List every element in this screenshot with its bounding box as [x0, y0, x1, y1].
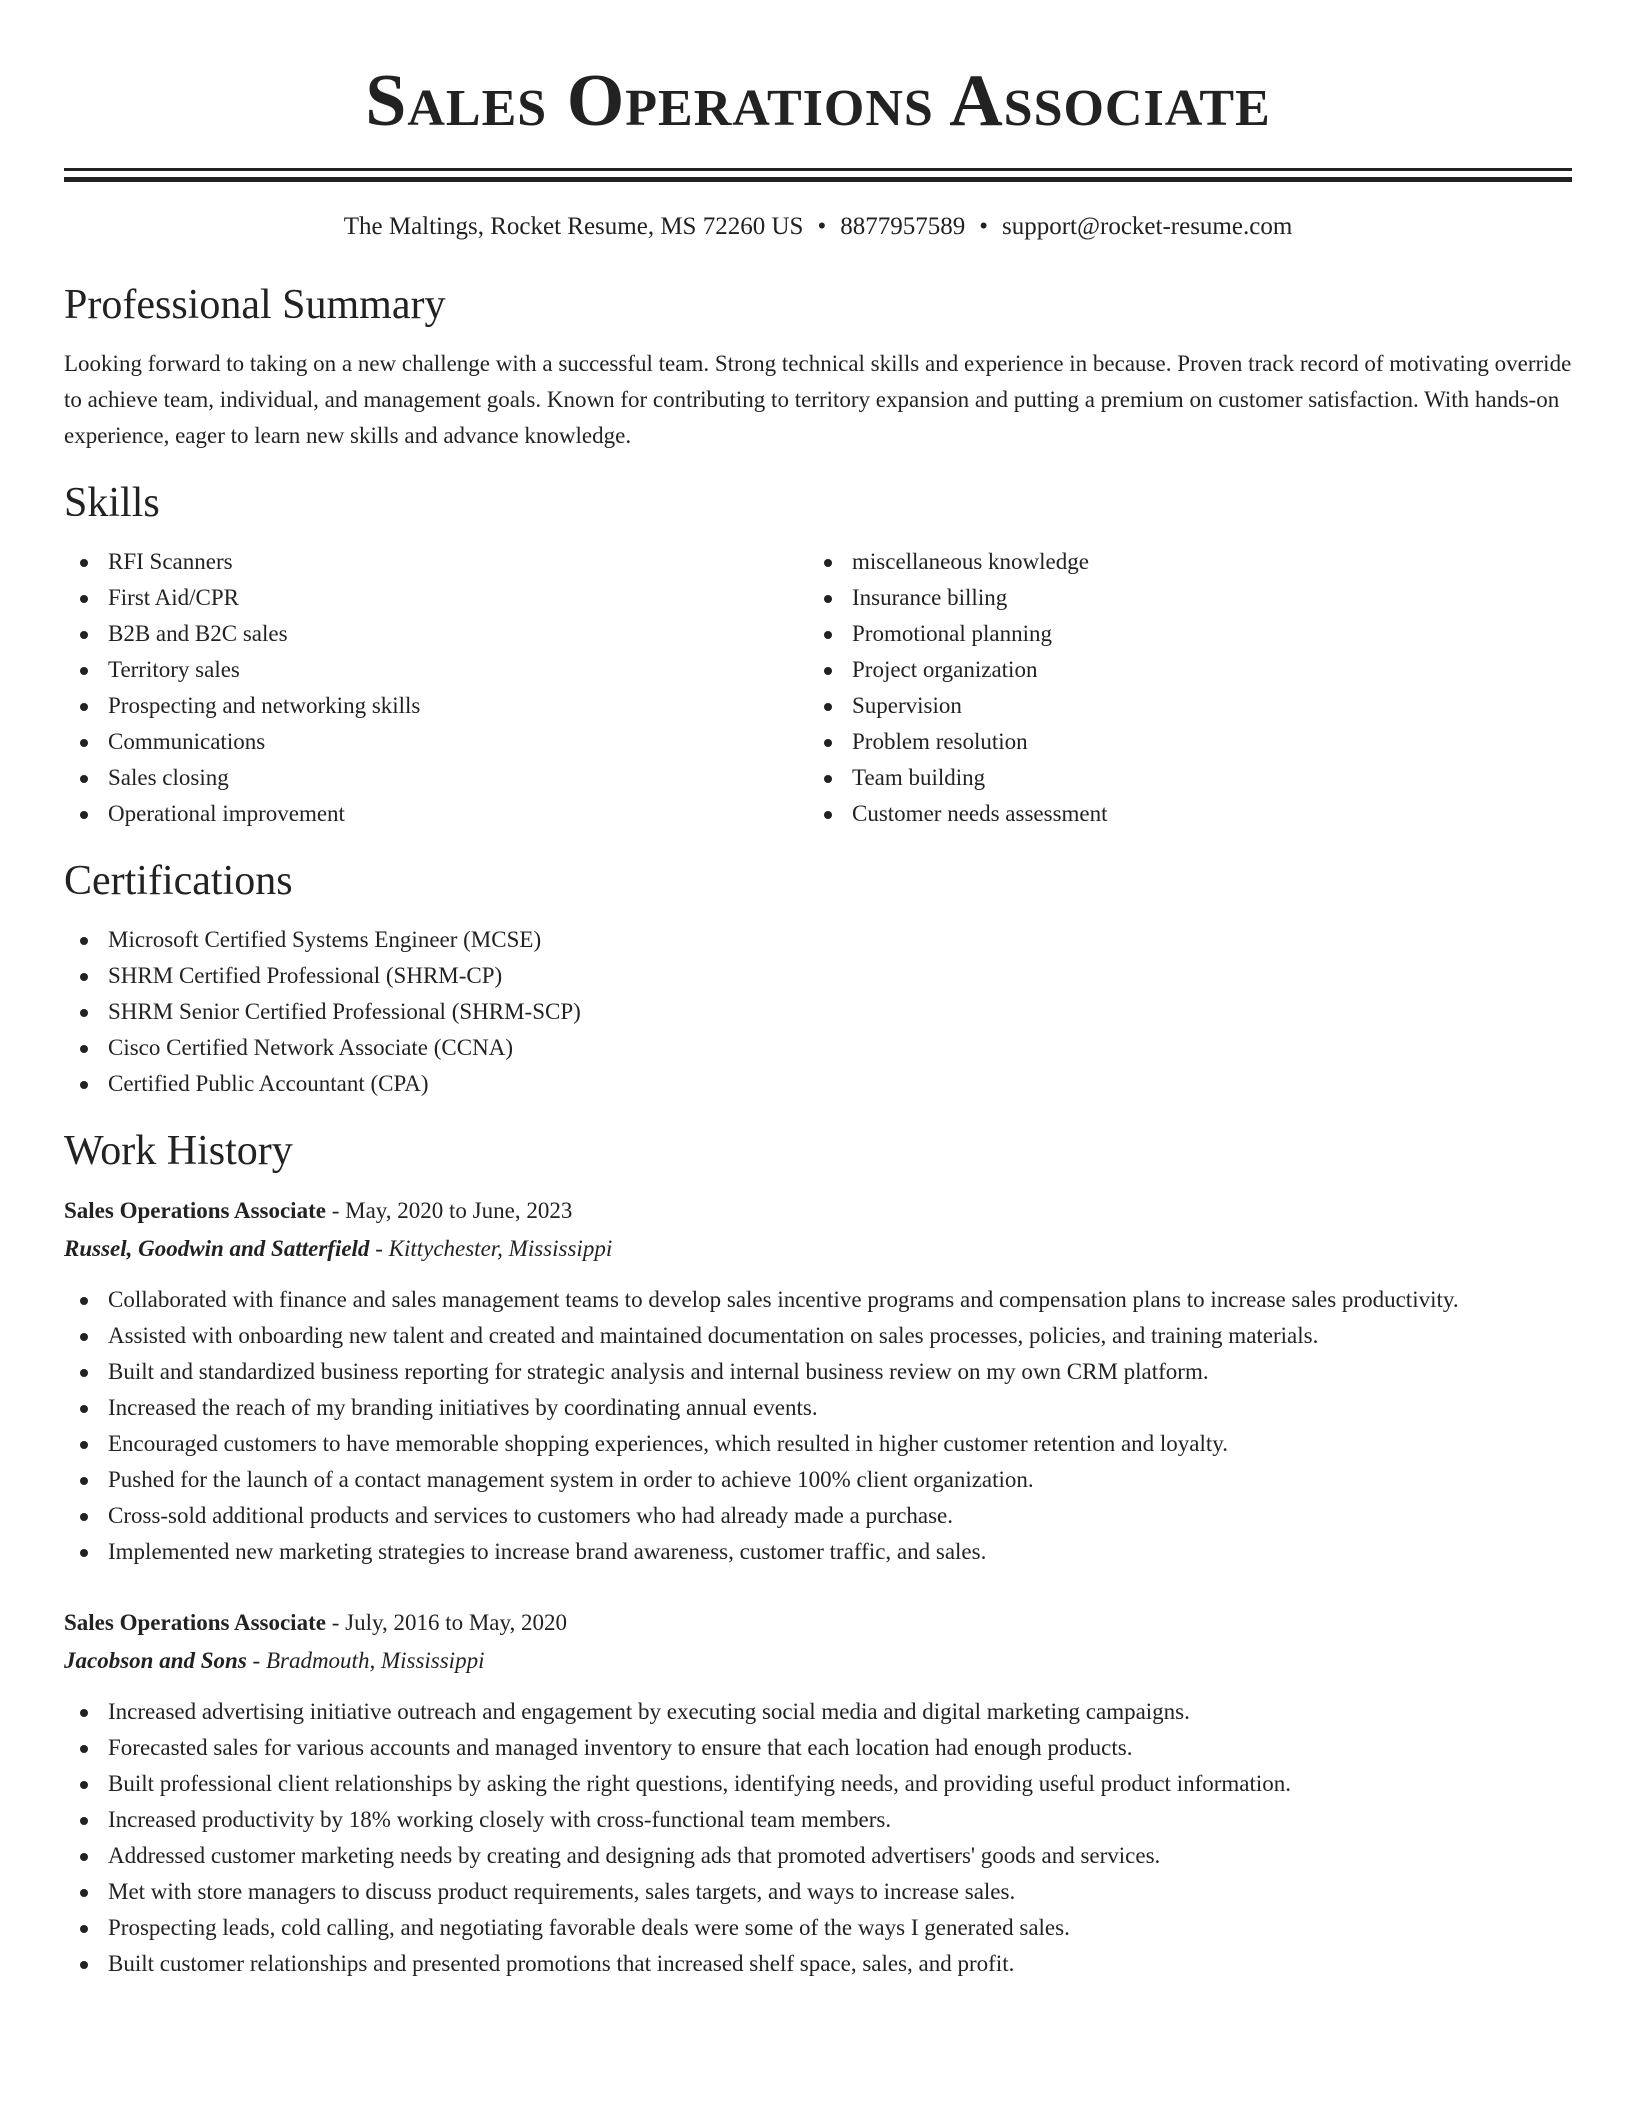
job-bullet: Addressed customer marketing needs by creating and designing ads that promoted advertisers' goods and services. — [64, 1838, 1572, 1874]
job-dates: - July, 2016 to May, 2020 — [325, 1610, 568, 1635]
certification-item: Microsoft Certified Systems Engineer (MCSE) — [64, 922, 1572, 958]
skills-columns — [64, 544, 1572, 832]
job-role: Sales Operations Associate — [64, 1610, 326, 1635]
job-bullets — [64, 1694, 1572, 1982]
skill-item: RFI Scanners — [64, 544, 808, 580]
skill-item: Customer needs assessment — [808, 796, 1552, 832]
skill-item: Project organization — [808, 652, 1552, 688]
job-bullet: Implemented new marketing strategies to increase brand awareness, customer traffic, and sales. — [64, 1534, 1572, 1570]
job-role: Sales Operations Associate — [64, 1198, 326, 1223]
resume-title: Sales Operations Associate — [365, 60, 1271, 142]
job-dates: - May, 2020 to June, 2023 — [325, 1198, 573, 1223]
skill-item: Promotional planning — [808, 616, 1552, 652]
job-location: - Bradmouth, Mississippi — [246, 1648, 485, 1673]
job-bullet: Increased the reach of my branding initiatives by coordinating annual events. — [64, 1390, 1572, 1426]
job-bullet: Forecasted sales for various accounts and managed inventory to ensure that each location had enough products. — [64, 1730, 1572, 1766]
job-bullet: Built professional client relationships by asking the right questions, identifying needs, and providing useful product information. — [64, 1766, 1572, 1802]
contact-phone: 8877957589 — [840, 213, 966, 240]
job-company-line — [64, 1230, 1572, 1268]
skills-list-right — [808, 544, 1552, 832]
job-bullet: Collaborated with finance and sales management teams to develop sales incentive programs and compensation plans to increase sales productivity. — [64, 1282, 1572, 1318]
job-bullet: Encouraged customers to have memorable shopping experiences, which resulted in higher customer retention and loyalty. — [64, 1426, 1572, 1462]
skills-heading: Skills — [64, 480, 160, 526]
certification-item: Cisco Certified Network Associate (CCNA) — [64, 1030, 1572, 1066]
resume-page — [64, 0, 1572, 1982]
job-entry — [64, 1604, 1572, 1982]
skill-item: Team building — [808, 760, 1552, 796]
header-rule-top — [64, 168, 1572, 171]
job-bullet: Increased productivity by 18% working closely with cross-functional team members. — [64, 1802, 1572, 1838]
skills-list-left — [64, 544, 808, 832]
job-location: - Kittychester, Mississippi — [369, 1236, 613, 1261]
job-company: Russel, Goodwin and Satterfield — [64, 1236, 370, 1261]
certifications-heading: Certifications — [64, 858, 293, 904]
skill-item: First Aid/CPR — [64, 580, 808, 616]
skill-item: miscellaneous knowledge — [808, 544, 1552, 580]
contact-email: support@rocket-resume.com — [1001, 213, 1293, 240]
contact-address: The Maltings, Rocket Resume, MS 72260 US — [343, 213, 804, 240]
certification-item: Certified Public Accountant (CPA) — [64, 1066, 1572, 1102]
skill-item: Insurance billing — [808, 580, 1552, 616]
job-bullet: Pushed for the launch of a contact management system in order to achieve 100% client organization. — [64, 1462, 1572, 1498]
summary-heading: Professional Summary — [64, 282, 446, 328]
certification-item: SHRM Certified Professional (SHRM-CP) — [64, 958, 1572, 994]
job-title-line — [64, 1192, 1572, 1230]
job-bullet: Assisted with onboarding new talent and created and maintained documentation on sales processes, policies, and training materials. — [64, 1318, 1572, 1354]
job-entry — [64, 1192, 1572, 1570]
job-bullet: Built customer relationships and presented promotions that increased shelf space, sales, and profit. — [64, 1946, 1572, 1982]
contact-line — [64, 212, 1572, 242]
job-bullet: Met with store managers to discuss product requirements, sales targets, and ways to increase sales. — [64, 1874, 1572, 1910]
job-bullets — [64, 1282, 1572, 1570]
certifications-list — [64, 922, 1572, 1102]
job-company: Jacobson and Sons — [64, 1648, 247, 1673]
work-history-heading: Work History — [64, 1128, 293, 1174]
job-company-line — [64, 1642, 1572, 1680]
job-title-line — [64, 1604, 1572, 1642]
skill-item: Territory sales — [64, 652, 808, 688]
skill-item: Supervision — [808, 688, 1552, 724]
skill-item: B2B and B2C sales — [64, 616, 808, 652]
skill-item: Prospecting and networking skills — [64, 688, 808, 724]
skill-item: Operational improvement — [64, 796, 808, 832]
summary-text: Looking forward to taking on a new challenge with a successful team. Strong technical skills and experience in because. Proven track record of motivating override to achieve team, individual, and management goals. Known for contributing to territory expansion and putting a premium on customer satisfaction. With hands-on experience, eager to learn new skills and advance knowledge. — [64, 351, 1572, 448]
skill-item: Sales closing — [64, 760, 808, 796]
certification-item: SHRM Senior Certified Professional (SHRM-SCP) — [64, 994, 1572, 1030]
skill-item: Problem resolution — [808, 724, 1552, 760]
skill-item: Communications — [64, 724, 808, 760]
job-bullet: Built and standardized business reporting for strategic analysis and internal business review on my own CRM platform. — [64, 1354, 1572, 1390]
job-bullet: Prospecting leads, cold calling, and negotiating favorable deals were some of the ways I generated sales. — [64, 1910, 1572, 1946]
contact-separator: • — [979, 213, 988, 240]
contact-separator: • — [817, 213, 827, 240]
job-bullet: Cross-sold additional products and services to customers who had already made a purchase. — [64, 1498, 1572, 1534]
header-rule-bottom — [64, 177, 1572, 182]
job-bullet: Increased advertising initiative outreach and engagement by executing social media and digital marketing campaigns. — [64, 1694, 1572, 1730]
